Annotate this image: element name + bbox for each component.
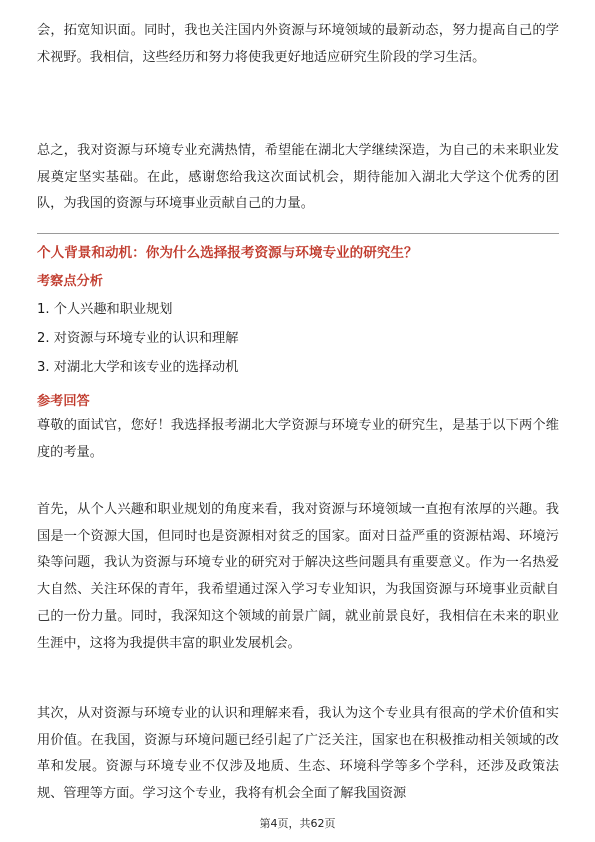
question-heading: 个人背景和动机：你为什么选择报考资源与环境专业的研究生？ [37, 245, 418, 261]
paragraph-conclusion: 总之，我对资源与环境专业充满热情，希望能在湖北大学继续深造，为自己的未来职业发展奠定坚实基础。在此，感谢您给我这次面试机会，期待能加入湖北大学这个优秀的团队，为我国的资源与环境事业贡献自己的力量。 [37, 143, 559, 212]
list-item: 3. 对湖北大学和该专业的选择动机 [37, 360, 239, 375]
answer-first-point: 首先，从个人兴趣和职业规划的角度来看，我对资源与环境领域一直抱有浓厚的兴趣。我国是一个资源大国，但同时也是资源相对贫乏的国家。面对日益严重的资源枯竭、环境污染等问题，我认为资源与环境专业的研究对于解决这些问题具有重要意义。作为一名热爱大自然、关注环保的青年，我希望通过深入学习专业知识，为我国资源与环境事业贡献自己的一份力量。同时，我深知这个领域的前景广阔，就业前景良好，我相信在未来的职业生涯中，这将为我提供丰富的职业发展机会。 [37, 502, 559, 651]
page-number: 第4页，共62页 [259, 817, 336, 830]
section-divider [37, 233, 559, 234]
analysis-heading: 考察点分析 [37, 274, 103, 289]
answer-second-point: 其次，从对资源与环境专业的认识和理解来看，我认为这个专业具有很高的学术价值和实用价值。在我国，资源与环境问题已经引起了广泛关注，国家也在积极推动相关领域的改革和发展。资源与环境专业不仅涉及地质、生态、环境科学等多个学科，还涉及政策法规、管理等方面。学习这个专业，我将有机会全面了解我国资源 [37, 706, 559, 802]
answer-heading: 参考回答 [37, 394, 90, 409]
list-item: 2. 对资源与环境专业的认识和理解 [37, 331, 239, 346]
answer-intro: 尊敬的面试官，您好！我选择报考湖北大学资源与环境专业的研究生，是基于以下两个维度的考量。 [37, 418, 559, 460]
paragraph-continuation: 会，拓宽知识面。同时，我也关注国内外资源与环境领域的最新动态，努力提高自己的学术视野。我相信，这些经历和努力将使我更好地适应研究生阶段的学习生活。 [37, 23, 559, 65]
list-item: 1. 个人兴趣和职业规划 [37, 302, 173, 317]
analysis-list [37, 295, 238, 382]
